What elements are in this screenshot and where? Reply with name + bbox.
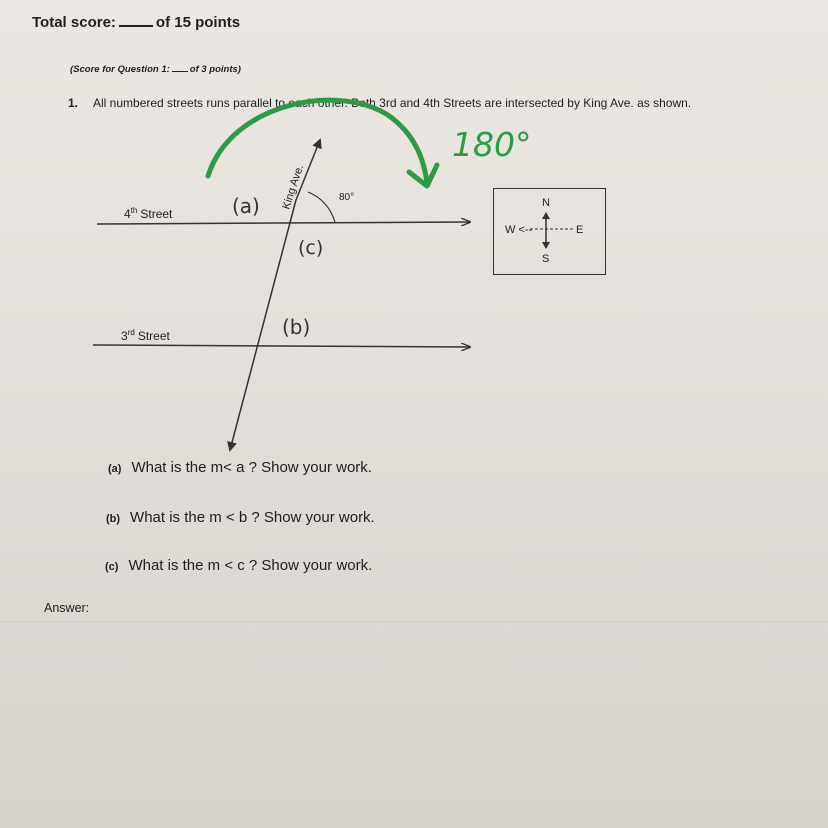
angle-c-label: (c) bbox=[298, 237, 324, 259]
compass-south-label: S bbox=[542, 253, 550, 265]
handwritten-arc bbox=[208, 100, 427, 183]
compass-north-label: N bbox=[542, 197, 550, 209]
question-text: All numbered streets runs parallel to each other. Both 3rd and 4th Streets are intersected by King Ave. as shown. bbox=[93, 96, 692, 110]
fourth-street-label: 4th Street bbox=[124, 206, 173, 221]
question-number: 1. bbox=[68, 96, 79, 110]
king-ave-label: King Ave. bbox=[280, 163, 307, 211]
subquestion-c-text: What is the m < c ? Show your work. bbox=[128, 557, 373, 574]
answer-label: Answer: bbox=[44, 601, 90, 615]
subquestion-c-label: (c) bbox=[105, 561, 119, 573]
subquestion-b bbox=[106, 509, 375, 526]
angle-80-label: 80° bbox=[339, 192, 355, 203]
question-score-suffix: of 3 points) bbox=[189, 64, 241, 75]
compass-box bbox=[493, 188, 606, 275]
question-score-label: (Score for Question 1: bbox=[70, 64, 170, 75]
handwritten-180-note: 180° bbox=[452, 125, 532, 164]
subquestion-b-label: (b) bbox=[106, 513, 121, 525]
subquestion-b-text: What is the m < b ? Show your work. bbox=[130, 509, 375, 526]
subquestion-c bbox=[105, 557, 372, 574]
total-score-label: Total score: bbox=[32, 14, 116, 31]
total-score-suffix: of 15 points bbox=[155, 14, 241, 31]
subquestion-a bbox=[108, 459, 372, 476]
compass-west-label: W <-- bbox=[505, 224, 533, 236]
subquestion-a-text: What is the m< a ? Show your work. bbox=[131, 459, 372, 476]
angle-a-label: (a) bbox=[232, 194, 260, 218]
angle-arc bbox=[308, 192, 335, 222]
answer-area[interactable] bbox=[0, 621, 828, 622]
third-street-label: 3rd Street bbox=[121, 328, 170, 343]
compass-east-label: E bbox=[576, 224, 584, 236]
third-street-line bbox=[93, 345, 470, 347]
subquestion-a-label: (a) bbox=[108, 463, 122, 475]
angle-b-label: (b) bbox=[282, 315, 311, 339]
fourth-street-line bbox=[97, 222, 470, 224]
